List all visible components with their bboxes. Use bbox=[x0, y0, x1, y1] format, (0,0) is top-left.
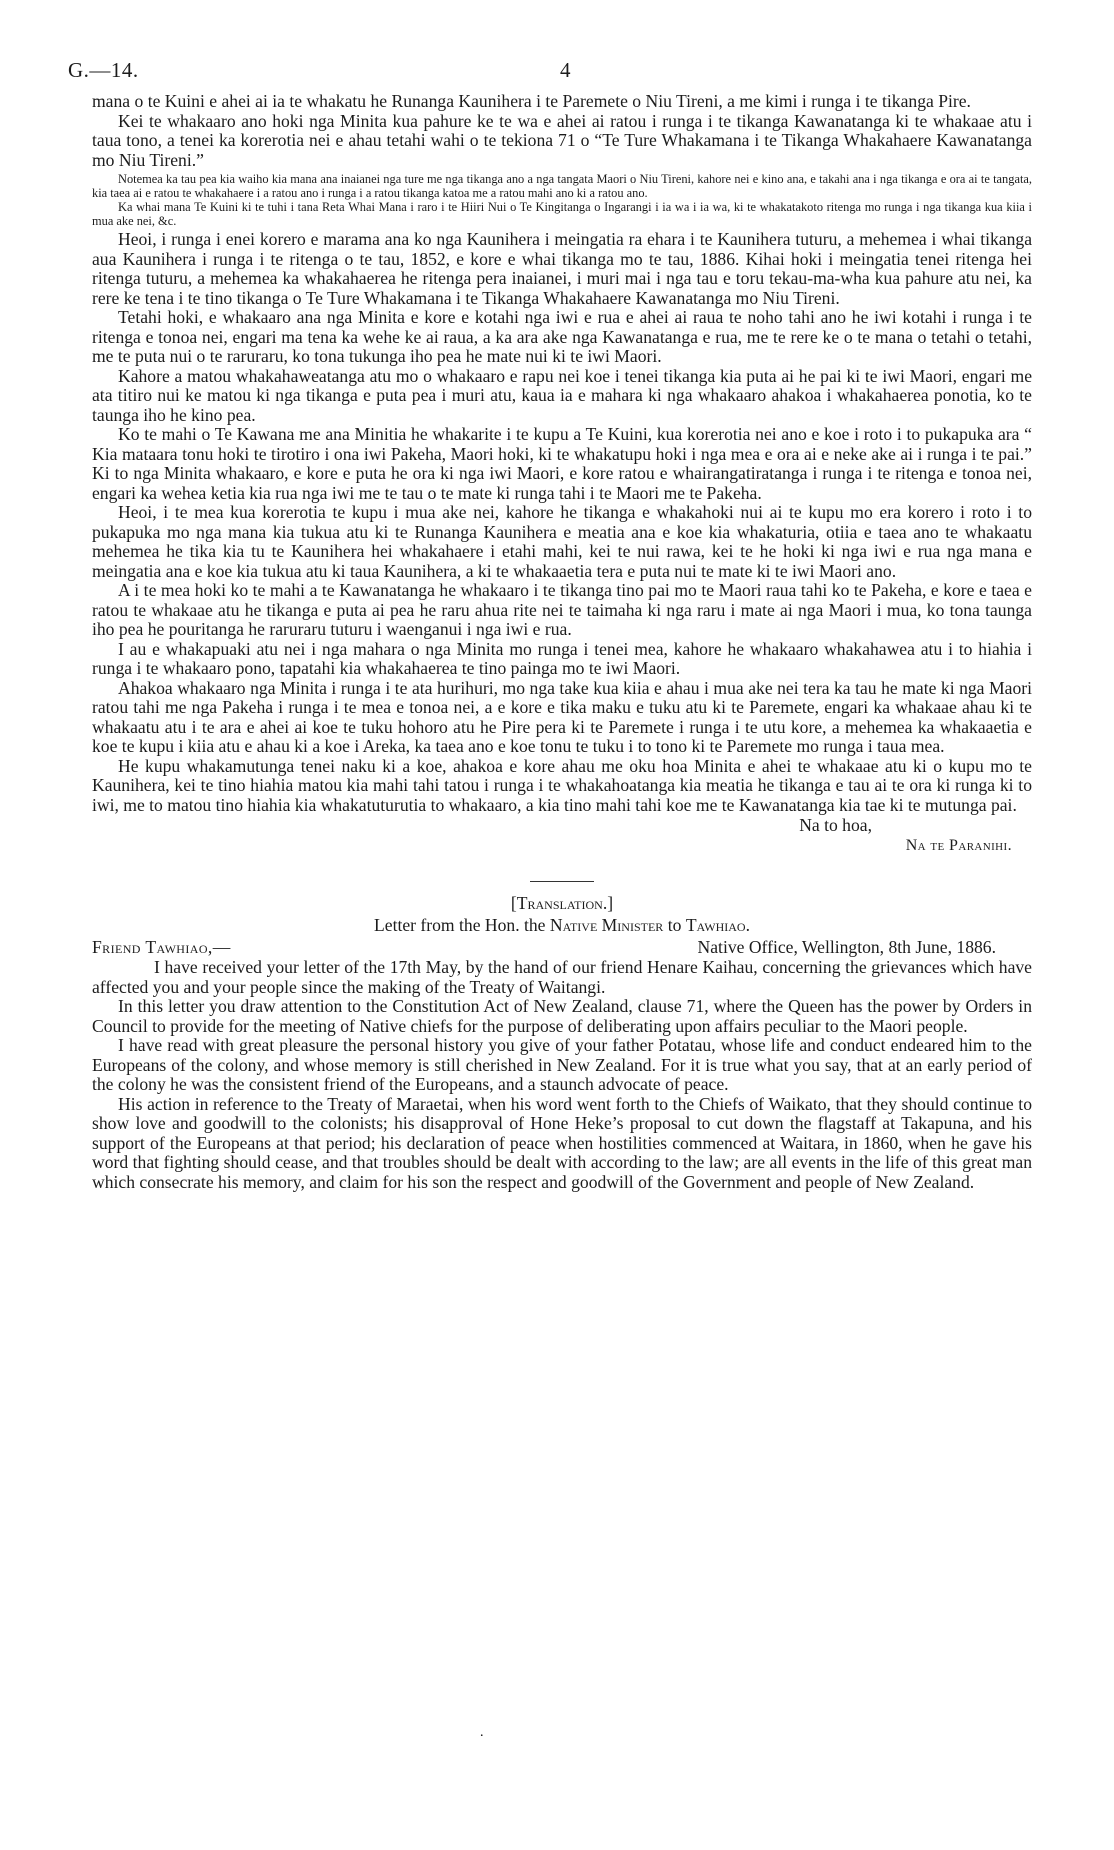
title-to: to bbox=[667, 915, 682, 935]
document-page bbox=[68, 58, 1032, 1192]
paragraph: Heoi, i runga i enei korero e marama ana ko nga Kaunihera i meingatia ra ehara i te Kaunihera tuturu, a mehemea i whai tikanga aua Kaunihera i runga i te ritenga o te tau, 1852, e kore e whai tikanga mo te tau, 1886. Kihai hoki i meingatia tenei ritenga hei ritenga tuturu, a mehemea ka whakahaerea he ritenga pera inaianei, i muri mai i nga tau e toru tekau-ma-wha kua pahure atu nei, ka rere ke tena i te tino tikanga o Te Ture Whakamana i te Tikanga Whakahaere Kawanatanga mo Niu Tireni. bbox=[92, 229, 1032, 308]
paragraph: Kei te whakaaro ano hoki nga Minita kua pahure ke te wa e ahei ai ratou i runga i te tikanga Kawanatanga ki te whakaae atu i taua tono, a tenei ka korerotia nei e ahau tetahi wahi o te tekiona 71 o “Te Ture Whakamana i te Tikanga Whakahaere Kawanatanga mo Niu Tireni.” bbox=[92, 110, 1032, 170]
paragraph: Kahore a matou whakahaweatanga atu mo o whakaaro e rapu nei koe i tenei tikanga kia puta ai he pai ki te iwi Maori, engari me ata titiro nui ke matou ki nga tikanga e puta pea i muri atu, kaua ia e mahara ki nga whakaaro ahakoa i whakahaerea ponotia, ko te taunga iho he kino pea. bbox=[92, 365, 1032, 425]
section-divider bbox=[530, 881, 594, 882]
paragraph: I have received your letter of the 17th May, by the hand of our friend Henare Kaihau, concerning the grievances which have affected you and your people since the making of the Treaty of Waitangi. bbox=[92, 957, 1032, 997]
title-role: Native Minister bbox=[549, 915, 664, 935]
translation-title bbox=[92, 914, 1032, 936]
translation-heading: [Translation.] bbox=[510, 893, 614, 913]
translation bbox=[92, 892, 1032, 1192]
quoted-note: Notemea ka tau pea kia waiho kia mana ana inaianei nga ture me nga tikanga ano a nga tangata Maori o Niu Tireni, kahore nei e kino ana, e takahi ana i nga tikanga e ora ai te tangata, kia taea ai e ratou te whakahaere i a ratou ano i runga i a ratou tikanga katoa me a ratou mahi ano ki a ratou ano. bbox=[92, 172, 1032, 200]
maori-letter bbox=[92, 92, 1032, 857]
closing: Na to hoa, bbox=[799, 815, 872, 835]
title-prefix: Letter from the Hon. the bbox=[374, 915, 546, 935]
paragraph: Heoi, i te mea kua korerotia te kupu i mua ake nei, kahore he tikanga e whakahoki nui ai te kupu mo era korero i roto i to pukapuka mo nga mana kia tukua atu ki te Runanga Kaunihera e meatia ana e koe kia whakaturia, otiia e taea ano te whakaatu mehemea he tika kia tu te Kaunihera hei whakahaere i etahi mahi, kei te nui rawa, kei te he hoki ki nga iwi e rua nga mana e meingatia ana e koe kia tukua atu ki taua Kaunihera, a ki te whakaaetia tera e puta nui te mate ki te iwi Maori ano. bbox=[92, 502, 1032, 581]
paragraph: In this letter you draw attention to the Constitution Act of New Zealand, clause 71, where the Queen has the power by Orders in Council to provide for the meeting of Native chiefs for the purpose of deliberating upon affairs peculiar to the Maori people. bbox=[92, 996, 1032, 1036]
paragraph: I have read with great pleasure the personal history you give of your father Potatau, whose life and conduct endeared him to the Europeans of the colony, and whose memory is still cherished in New Zealand. For it is true what you say, that at an early period of the colony he was the consistent friend of the Europeans, and a staunch advocate of peace. bbox=[92, 1035, 1032, 1094]
dateline bbox=[92, 936, 1032, 958]
paragraph: Tetahi hoki, e whakaaro ana nga Minita e kore e kotahi nga iwi e rua e ahei ai raua te noho tahi ano he iwi kotahi i runga i te ritenga e tonoa nei, engari ma tena ka wehe ke ai raua, a ka ara ake nga Kawanatanga e rua, me te rere ke o te mana o tetahi o tetahi, me te puta nui o te raruraru, ko tona tukunga iho pea he mate nui ki te iwi Maori. bbox=[92, 307, 1032, 366]
salutation: Friend Tawhiao,— bbox=[92, 937, 231, 957]
signature: Na te Paranihi. bbox=[905, 837, 1012, 854]
paragraph: His action in reference to the Treaty of Maraetai, when his word went forth to the Chiefs of Waikato, that they should continue to show love and goodwill to the colonists; his disapproval of Hone Heke’s proposal to cut down the flagstaff at Takapuna, and his support of the Europeans at that period; his declaration of peace when hostilities commenced at Waitara, in 1860, when he gave his word that fighting should cease, and that troubles should be dealt with according to the law; are all events in the life of this great man which consecrate his memory, and claim for his son the respect and goodwill of the Government and people of New Zealand. bbox=[92, 1093, 1032, 1192]
letter-date: Native Office, Wellington, 8th June, 1886. bbox=[697, 937, 996, 957]
page-number: 4 bbox=[560, 58, 571, 82]
title-name: Tawhiao. bbox=[685, 915, 750, 935]
paragraph: Ahakoa whakaaro nga Minita i runga i te ata hurihuri, mo nga take kua kiia e ahau i mua ake nei tera ka tau he mate ki nga Maori ratou tahi me nga Pakeha i runga i te mea e tonoa nei, a e kore e tika maku e tuku atu ki te Paremete, engari ka whakaae ahau ki te whakaatu atu i te ara e ahei ai koe te tuku hohoro atu he Pire pera ki te Paremete i runga i te utu kore, a mehemea ka whakaaetia e koe te kupu i kiia atu e ahau ki a koe i Areka, ka taea ano e koe tonu te tuku i to tono ki te Paremete mo runga i taua mea. bbox=[92, 677, 1032, 756]
document-reference: G.—14. bbox=[68, 58, 139, 82]
paragraph: He kupu whakamutunga tenei naku ki a koe, ahakoa e kore ahau me oku hoa Minita e ahei te whakaae atu ki o kupu mo te Kaunihera, kei te tino hiahia matou kia mahi tahi tatou i runga i te whakahoatanga kia meatia he tikanga e tau ai te ora ki runga ki to iwi, me to matou tino hiahia kia whakatuturutia to whakaaro, a kia tino mahi tahi koe me te Kawanatanga kia tae ki te mutunga pai. bbox=[92, 755, 1032, 815]
paragraph: Ko te mahi o Te Kawana me ana Minitia he whakarite i te kupu a Te Kuini, kua korerotia nei ano e koe i roto i to pukapuka ara “ Kia mataara tonu hoki te tirotiro i ona iwi Pakeha, Maori hoki, ki te whakatupu hoki i nga mea e ora ai e neke ake ai i runga i te pai.” Ki to nga Minita whakaaro, e kore e puta he ora ki nga iwi Maori, e kore ratou e whairangatiratanga i runga i te ritenga e tonoa nei, engari ka wehea ketia kia rua nga iwi me te tau o te mate ki runga tahi i te Maori me te Pakeha. bbox=[92, 424, 1032, 503]
quoted-note: Ka whai mana Te Kuini ki te tuhi i tana Reta Whai Mana i raro i te Hiiri Nui o Te Kingitanga o Ingarangi i ia wa i ia wa, ki te whakatakoto ritenga mo runga i nga tikanga kua kiia i mua ake nei, &c. bbox=[92, 200, 1032, 228]
paragraph: I au e whakapuaki atu nei i nga mahara o nga Minita mo runga i tenei mea, kahore he whakaaro whakahawea atu i to hiahia i runga i te whakaaro pono, tapatahi kia whakahaerea te tino painga mo te iwi Maori. bbox=[92, 638, 1032, 678]
page-header bbox=[68, 58, 1032, 92]
paragraph: A i te mea hoki ko te mahi a te Kawanatanga he whakaaro i te tikanga tino pai mo te Maori raua tahi ko te Pakeha, e kore e taea e ratou te whakaae atu he tikanga e puta ai pea he raru ahua rite nei te taimaha ki nga raru i mate ai nga Maori i mua, ko tona taunga iho pea he pouritanga he raruraru tuturu i waenganui i nga iwi e rua. bbox=[92, 580, 1032, 639]
footer-mark: . bbox=[480, 1725, 484, 1740]
paragraph: mana o te Kuini e ahei ai ia te whakatu he Runanga Kaunihera i te Paremete o Niu Tireni, a me kimi i runga i te tikanga Pire. bbox=[92, 91, 971, 111]
